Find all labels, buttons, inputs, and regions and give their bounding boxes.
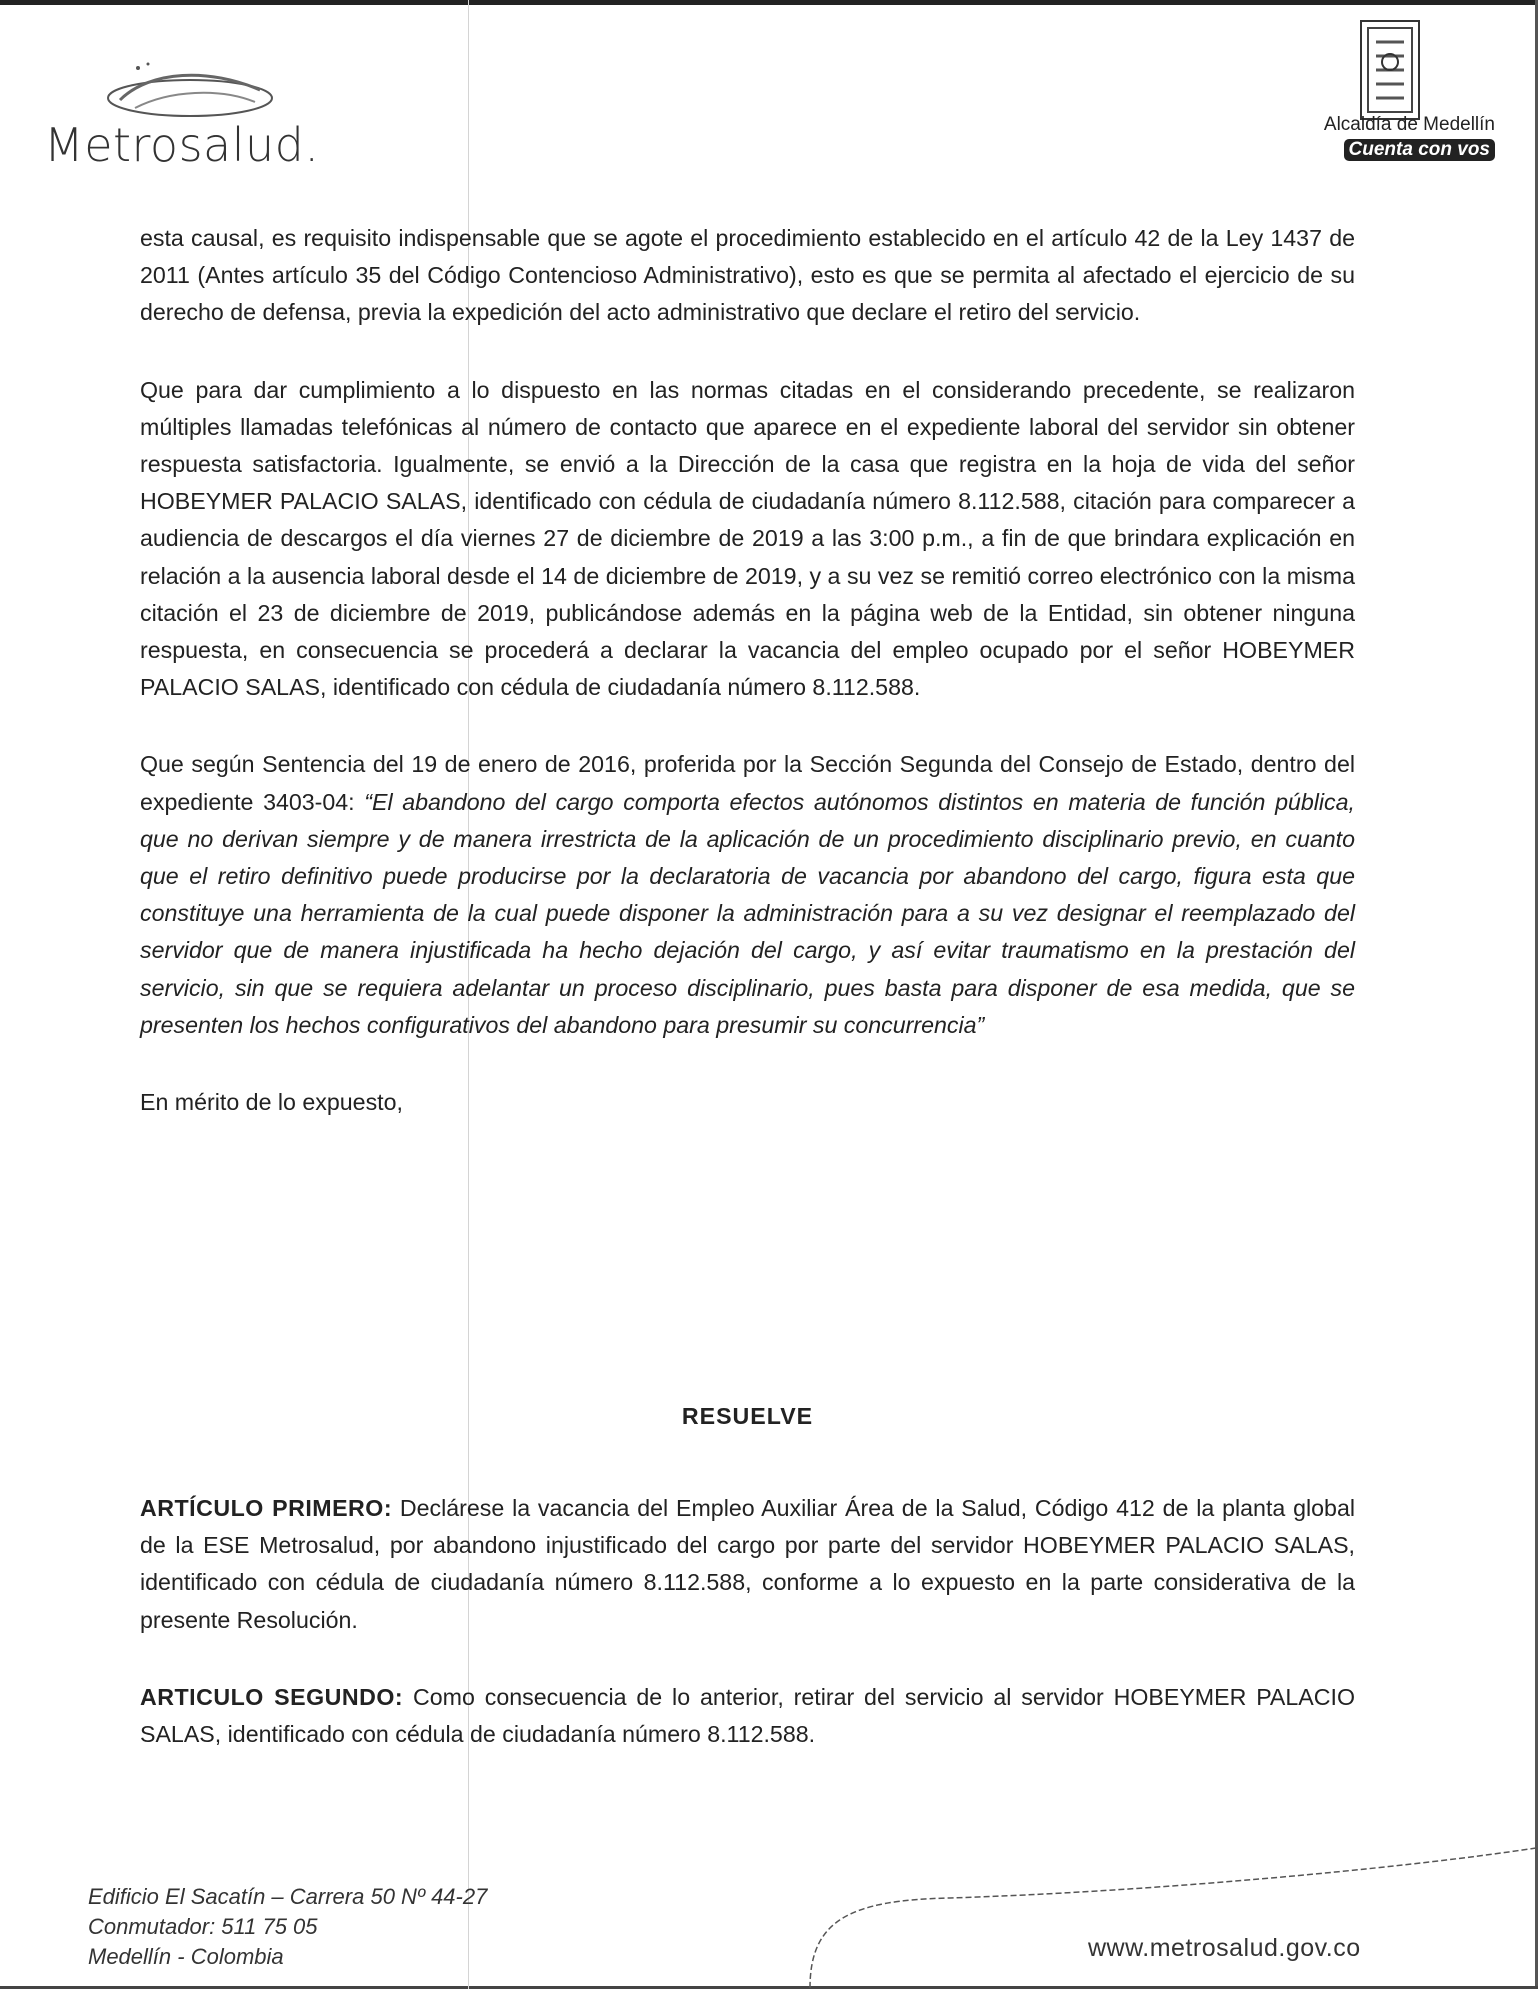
paragraph-cumplimiento: Que para dar cumplimiento a lo dispuesto en las normas citadas en el considerando precedente, se realizaron múltiples llamadas telefónicas al número de contacto que aparece en el expediente laboral del servidor sin obtener respuesta satisfactoria. Igualmente, se envió a la Dirección de la casa que registra en la hoja de vida del señor HOBEYMER PALACIO SALAS, identificado con cédula de ciudadanía número 8.112.588, citación para comparecer a audiencia de descargos el día viernes 27 de diciembre de 2019 a las 3:00 p.m., a fin de que brindara explicación en relación a la ausencia laboral desde el 14 de diciembre de 2019, y a su vez se remitió correo electrónico con la misma citación el 23 de diciembre de 2019, publicándose además en la página web de la Entidad, sin obtener ninguna respuesta, en consecuencia se procederá a declarar la vacancia del empleo ocupado por el señor HOBEYMER PALACIO SALAS, identificado con cédula de ciudadanía número 8.112.588. bbox=[140, 376, 1355, 701]
article-primero bbox=[140, 1490, 1355, 1639]
metrosalud-logo-text: Metrosalud. bbox=[44, 118, 320, 172]
articles-section bbox=[140, 1490, 1355, 1793]
footer-address-line: Edificio El Sacatín – Carrera 50 Nº 44-27 bbox=[88, 1884, 488, 1909]
article-segundo bbox=[140, 1679, 1355, 1753]
alcaldia-slogan: Cuenta con vos bbox=[1344, 139, 1495, 161]
article-segundo-label: ARTICULO SEGUNDO: bbox=[140, 1683, 404, 1710]
metrosalud-logo bbox=[40, 40, 320, 175]
footer-curve-decoration bbox=[790, 1840, 1538, 1989]
article-primero-label: ARTÍCULO PRIMERO: bbox=[140, 1495, 393, 1521]
article-segundo-text: Como consecuencia de lo anterior, retirar del servicio al servidor HOBEYMER PALACIO SALAS, identificado con cédula de ciudadanía número 8.112.588. bbox=[140, 1683, 1355, 1748]
alcaldia-logo bbox=[1280, 18, 1505, 178]
scan-top-border bbox=[0, 0, 1538, 5]
paragraph-causal: esta causal, es requisito indispensable que se agote el procedimiento establecido en el artículo 42 de la Ley 1437 de 2011 (Antes artículo 35 del Código Contencioso Administrativo), esto es que se permita al afectado el ejercicio de su derecho de defensa, previa la expedición del acto administrativo que declare el retiro del servicio. bbox=[140, 225, 1355, 326]
paragraph-sentencia bbox=[140, 746, 1355, 1044]
footer-city-line: Medellín - Colombia bbox=[88, 1944, 284, 1969]
footer-phone-line: Conmutador: 511 75 05 bbox=[88, 1914, 318, 1939]
alcaldia-name: Alcaldía de Medellín bbox=[1323, 114, 1495, 135]
footer-address bbox=[88, 1882, 487, 1972]
sentencia-quote: “El abandono del cargo comporta efectos autónomos distintos en materia de función pública, que no derivan siempre y de manera irrestricta de la aplicación de un procedimiento disciplinario previo, en cuanto que el retiro definitivo puede producirse por la declaratoria de vacancia por abandono del cargo, figura esta que constituye una herramienta de la cual puede disponer la administración para a su vez designar el reemplazado del servidor que de manera injustificada ha hecho dejación del cargo, y así evitar traumatismo en la prestación del servicio, sin que se requiera adelantar un proceso disciplinario, pues basta para disponer de esa medida, que se presenten los hechos configurativos del abandono para presumir su concurrencia” bbox=[140, 788, 1355, 1038]
paragraph-merito: En mérito de lo expuesto, bbox=[140, 1089, 403, 1116]
article-primero-text: Declárese la vacancia del Empleo Auxiliar Área de la Salud, Código 412 de la planta global de la ESE Metrosalud, por abandono injustificado del cargo por parte del servidor HOBEYMER PALACIO SALAS, identificado con cédula de ciudadanía número 8.112.588, conforme a lo expuesto en la parte considerativa de la presente Resolución. bbox=[140, 1495, 1355, 1633]
medellin-crest-icon bbox=[1360, 20, 1420, 120]
footer-website: www.metrosalud.gov.co bbox=[1088, 1934, 1361, 1962]
sentencia-intro: Que según Sentencia del 19 de enero de 2016, proferida por la Sección Segunda del Consejo de Estado, dentro del expediente 3403-04: bbox=[140, 751, 1355, 815]
document-body bbox=[140, 220, 1355, 1748]
resolve-heading: RESUELVE bbox=[681, 1403, 814, 1429]
